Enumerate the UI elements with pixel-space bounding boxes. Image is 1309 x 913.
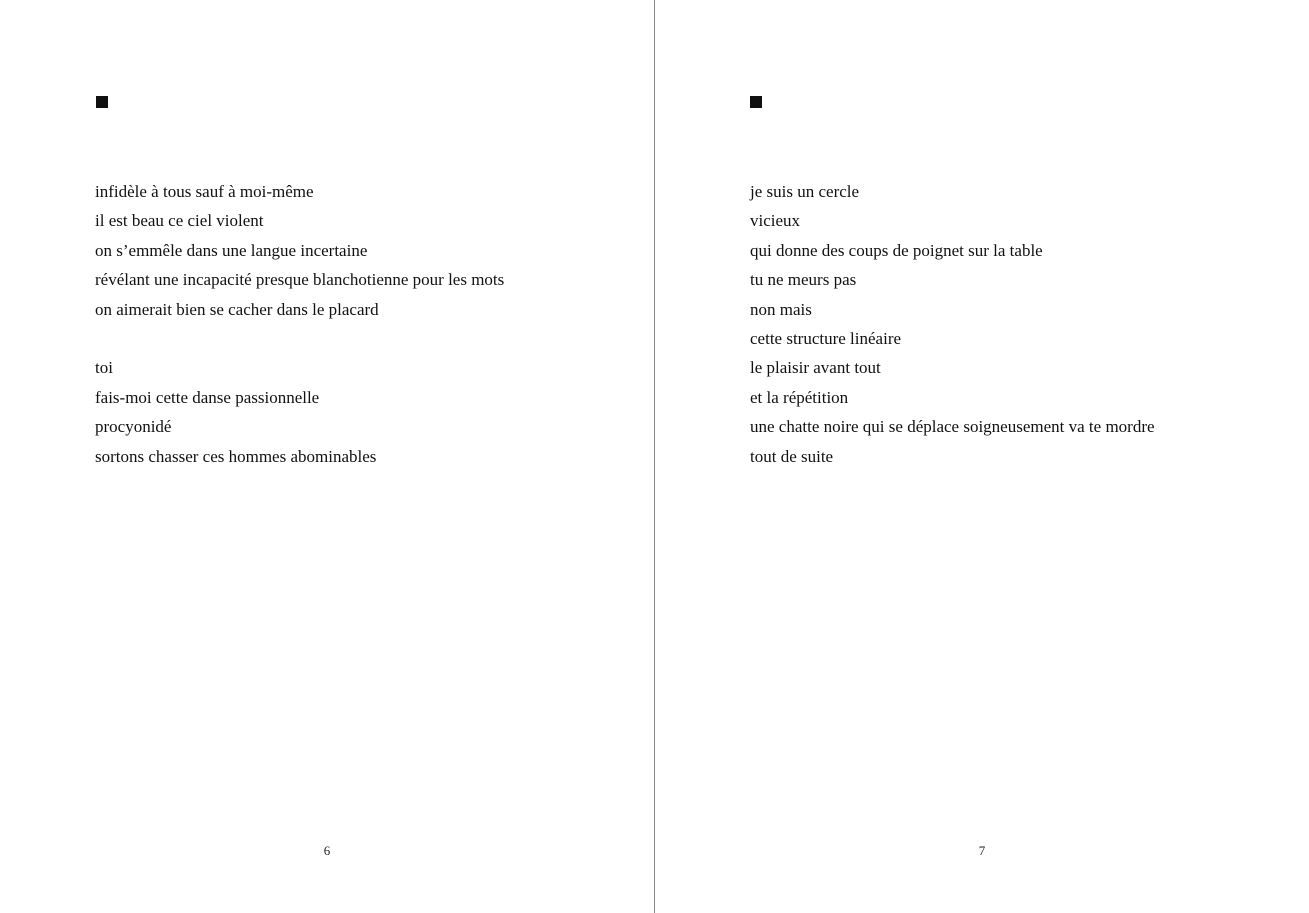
verse-line: on aimerait bien se cacher dans le placard [95, 299, 379, 319]
right-page [655, 0, 1309, 913]
verse-line: non mais [750, 299, 812, 319]
poem-left [95, 177, 504, 471]
verse-line: je suis un cercle [750, 182, 860, 201]
section-square-icon [96, 96, 108, 108]
verse-line: cette structure linéaire [750, 329, 902, 349]
verse-line: il est beau ce ciel violent [95, 211, 264, 231]
left-page [0, 0, 654, 913]
verse-line: toi [95, 358, 113, 378]
verse-line: vicieux [750, 211, 801, 231]
verse-line: une chatte noire qui se déplace soigneusement va te mordre [750, 417, 1155, 437]
verse-line: fais-moi cette danse passionnelle [95, 387, 320, 407]
stanza [95, 177, 504, 324]
verse-line: tu ne meurs pas [750, 270, 857, 290]
verse-line: procyonidé [95, 417, 172, 437]
verse-line: et la répétition [750, 387, 849, 407]
verse-line: révélant une incapacité presque blanchotienne pour les mots [95, 270, 505, 290]
verse-line: infidèle à tous sauf à moi-même [95, 182, 314, 201]
verse-line: sortons chasser ces hommes abominables [95, 446, 377, 466]
stanza [95, 353, 504, 471]
page-number: 6 [323, 843, 331, 858]
stanza [750, 177, 1155, 471]
verse-line: tout de suite [750, 446, 834, 466]
page-number: 7 [978, 843, 986, 858]
section-square-icon [750, 96, 762, 108]
poem-right [750, 177, 1155, 471]
verse-line: le plaisir avant tout [750, 358, 881, 378]
verse-line: on s’emmêle dans une langue incertaine [95, 240, 368, 260]
verse-line: qui donne des coups de poignet sur la table [750, 240, 1043, 260]
